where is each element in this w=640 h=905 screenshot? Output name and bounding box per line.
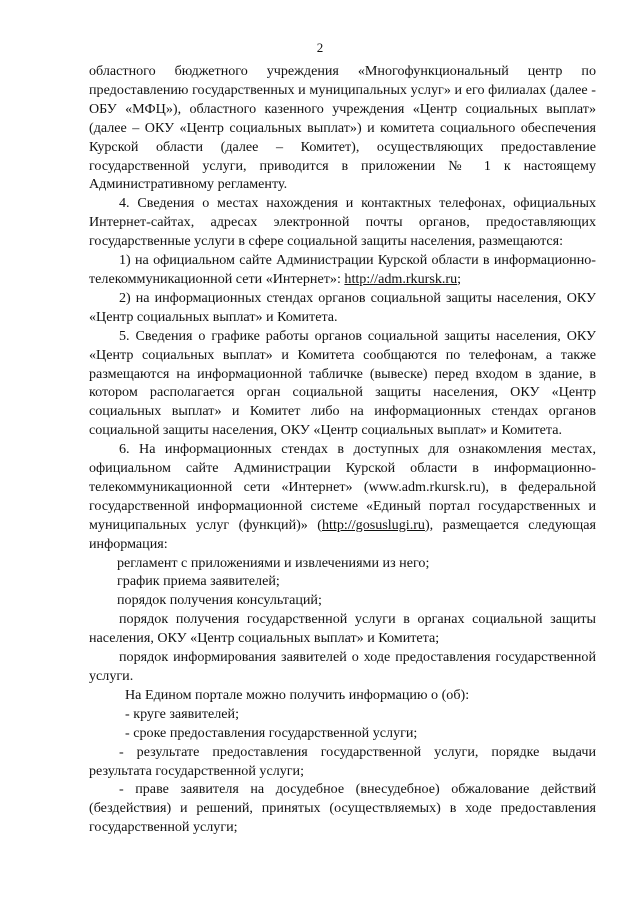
adm-rkursk-link[interactable]: http://adm.rkursk.ru xyxy=(344,270,458,287)
paragraph-4-item-1-text: 1) на официальном сайте Администрации Курской области в информационно-телекоммуникационной сети «Интернет»: xyxy=(89,252,596,287)
paragraph-6-end: ), размещается следующая информация: xyxy=(89,516,596,552)
paragraph-6-text: 6. На информационных стендах в доступных для ознакомления местах, официальном сайте Администрации Курской области в информационно-телекоммуникационной сети «Интернет» (www.adm.rkursk.ru), в федеральной государственной информационной системе «Единый портал государственных и муниципальных услуг (функций)» ( xyxy=(89,441,596,533)
portal-list-item: - праве заявителя на досудебное (внесудебное) обжалование действий (бездействия) и решений, принятых (осуществляемых) в ходе предоставления государственной услуги; xyxy=(89,781,596,836)
paragraph-intro: областного бюджетного учреждения «Многофункциональный центр по предоставлению государственных и муниципальных услуг» и его филиалах (далее - ОБУ «МФЦ»), областного казенного учреждения «Центр социальных выплат» (далее – ОКУ «Центр социальных выплат») и комитета социального обеспечения Курской области (далее – Комитет), осуществляющих предоставление государственной услуги, приводится в приложении № 1 к настоящему Административному регламенту. xyxy=(89,63,596,193)
info-list-item: порядок получения консультаций; xyxy=(117,592,322,609)
info-list-item: порядок получения государственной услуги в органах социальной защиты населения, ОКУ «Центр социальных выплат» и Комитета; xyxy=(89,611,596,647)
paragraph-4-item-1-end: ; xyxy=(457,270,462,287)
info-list-item: порядок информирования заявителей о ходе предоставления государственной услуги. xyxy=(89,649,596,684)
paragraph-4-item-1 xyxy=(89,251,596,289)
portal-list-item: - результате предоставления государственной услуги, порядке выдачи результата государственной услуги; xyxy=(89,743,596,779)
document-body xyxy=(89,62,596,837)
paragraph-4-item-2: 2) на информационных стендах органов социальной защиты населения, ОКУ «Центр социальных выплат» и Комитета. xyxy=(89,289,596,325)
paragraph-6 xyxy=(89,440,596,553)
portal-list-item: - сроке предоставления государственной услуги; xyxy=(125,724,418,741)
portal-list-item: - круге заявителей; xyxy=(125,705,240,722)
portal-intro: На Едином портале можно получить информацию о (об): xyxy=(125,686,470,703)
page-number: 2 xyxy=(316,40,324,55)
gosuslugi-link[interactable]: http://gosuslugi.ru xyxy=(321,516,425,533)
paragraph-4: 4. Сведения о местах нахождения и контактных телефонах, официальных Интернет-сайтах, адресах электронной почты органов, предоставляющих государственные услуги в сфере социальной защиты населения, размещаются: xyxy=(89,195,596,250)
paragraph-5: 5. Сведения о графике работы органов социальной защиты населения, ОКУ «Центр социальных выплат» и Комитета сообщаются по телефонам, а также размещаются на информационной табличке (вывеске) перед входом в здание, в котором располагается орган социальной защиты населения, ОКУ «Центр социальных выплат» и Комитет либо на информационных стендах органов социальной защиты населения, ОКУ «Центр социальных выплат» и Комитета. xyxy=(89,327,596,439)
info-list-item: график приема заявителей; xyxy=(117,573,280,590)
info-list-item: регламент с приложениями и извлечениями из него; xyxy=(117,554,430,571)
